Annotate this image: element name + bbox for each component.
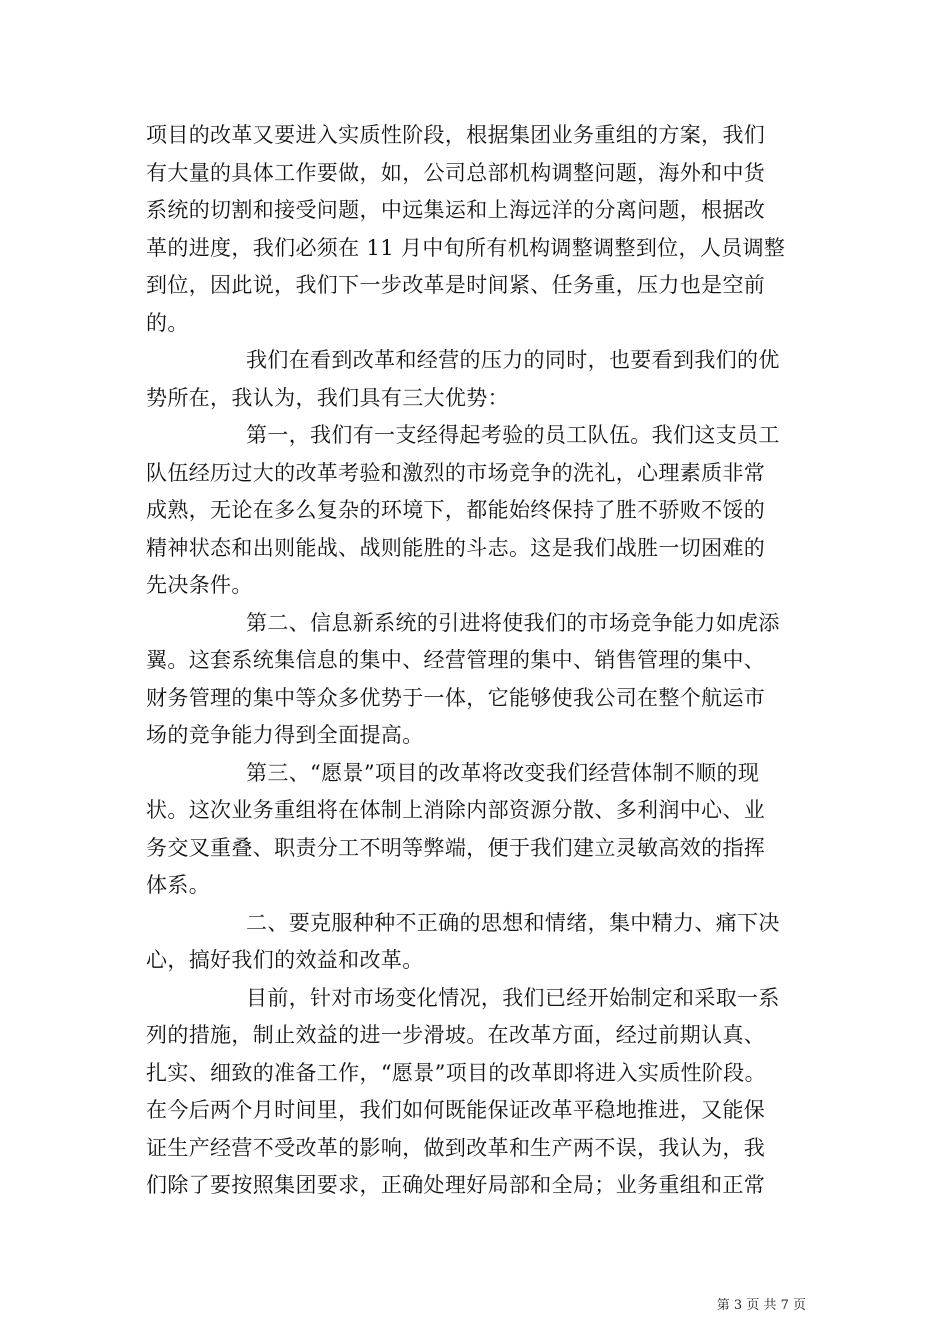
page-number: 第 3 页 共 7 页 — [716, 1298, 806, 1313]
text-line: 在今后两个月时间里，我们如何既能保证改革平稳地推进，又能保 — [146, 1098, 766, 1122]
text-line: 第二、信息新系统的引进将使我们的市场竞争能力如虎添 — [246, 610, 780, 635]
text-line: 务交叉重叠、职责分工不明等弊端，便于我们建立灵敏高效的指挥 — [146, 835, 766, 860]
text-line: 场的竞争能力得到全面提高。 — [146, 723, 424, 747]
text-line: 翼。这套系统集信息的集中、经营管理的集中、销售管理的集中、 — [146, 648, 766, 672]
text-line: 我们在看到改革和经营的压力的同时，也要看到我们的优 — [246, 348, 780, 372]
text-line: 有大量的具体工作要做，如，公司总部机构调整问题，海外和中货 — [146, 160, 766, 185]
text-line: 列的措施，制止效益的进一步滑坡。在改革方面，经过前期认真、 — [146, 1023, 766, 1047]
text-line: 第一，我们有一支经得起考验的员工队伍。我们这支员工 — [246, 423, 780, 447]
text-line: 状。这次业务重组将在体制上消除内部资源分散、多利润中心、业 — [146, 798, 766, 822]
text-line: 精神状态和出则能战、战则能胜的斗志。这是我们战胜一切困难的 — [146, 535, 766, 560]
text-line: 目前，针对市场变化情况，我们已经开始制定和采取一系 — [246, 985, 780, 1010]
text-line: 成熟，无论在多么复杂的环境下，都能始终保持了胜不骄败不馁的 — [146, 498, 766, 522]
text-line: 革的进度，我们必须在 11 月中旬所有机构调整调整到位，人员调整 — [146, 235, 786, 260]
text-line: 项目的改革又要进入实质性阶段，根据集团业务重组的方案，我们 — [146, 123, 766, 147]
text-line: 系统的切割和接受问题，中远集运和上海远洋的分离问题，根据改 — [146, 198, 766, 222]
document-body — [146, 117, 818, 1205]
text-line: 体系。 — [146, 873, 211, 897]
text-line: 第三、“愿景”项目的改革将改变我们经营体制不顺的现 — [246, 760, 760, 785]
text-line: 到位，因此说，我们下一步改革是时间紧、任务重，压力也是空前 — [146, 273, 766, 297]
text-line: 队伍经历过大的改革考验和激烈的市场竞争的洗礼，心理素质非常 — [146, 460, 766, 485]
text-line: 势所在，我认为，我们具有三大优势： — [146, 385, 509, 410]
text-line: 二、要克服种种不正确的思想和情绪，集中精力、痛下决 — [246, 910, 780, 935]
text-line: 先决条件。 — [146, 573, 253, 597]
text-line: 财务管理的集中等众多优势于一体，它能够使我公司在整个航运市 — [146, 685, 766, 710]
text-line: 扎实、细致的准备工作，“愿景”项目的改革即将进入实质性阶段。 — [146, 1060, 766, 1085]
text-line: 的。 — [146, 310, 189, 335]
text-line: 们除了要按照集团要求，正确处理好局部和全局；业务重组和正常 — [146, 1173, 766, 1197]
text-line: 心，搞好我们的效益和改革。 — [146, 948, 424, 972]
text-line: 证生产经营不受改革的影响，做到改革和生产两不误，我认为，我 — [146, 1135, 766, 1160]
